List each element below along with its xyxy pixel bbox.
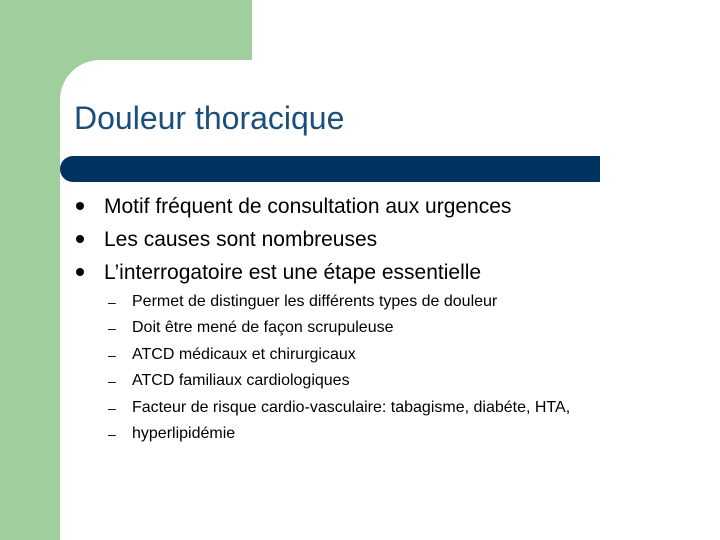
dash-icon: – — [108, 425, 116, 442]
bullet-text: L’interrogatoire est une étape essentielle — [104, 261, 482, 284]
title-underline-bar — [60, 156, 600, 182]
slide-title: Douleur thoracique — [74, 100, 345, 136]
bullet-text: Motif fréquent de consultation aux urgences — [104, 195, 512, 218]
sub-bullet-text: Doit être mené de façon scrupuleuse — [132, 319, 394, 337]
sub-bullet-item — [108, 342, 570, 368]
bullet-dot-icon — [76, 235, 84, 243]
sub-bullet-text: ATCD médicaux et chirurgicaux — [132, 345, 356, 363]
sub-bullet-item — [108, 395, 570, 421]
bullet-list — [74, 190, 511, 289]
sub-bullet-list — [108, 289, 570, 447]
sub-bullet-text: Facteur de risque cardio-vasculaire: tabagisme, diabéte, HTA, — [132, 398, 571, 416]
dash-icon: – — [108, 320, 116, 337]
dash-icon: – — [108, 294, 116, 310]
sub-bullet-item — [108, 289, 570, 315]
sub-bullet-text: hyperlipidémie — [132, 424, 236, 442]
sub-bullet-text: ATCD familiaux cardiologiques — [132, 372, 350, 390]
bullet-item — [74, 256, 511, 289]
bullet-dot-icon — [76, 268, 84, 276]
sub-bullet-item — [108, 421, 570, 447]
sub-bullet-item — [108, 368, 570, 394]
dash-icon: – — [108, 346, 116, 363]
bullet-text: Les causes sont nombreuses — [104, 228, 378, 251]
bullet-dot-icon — [76, 202, 84, 210]
sub-bullet-text: Permet de distinguer les différents types de douleur — [132, 293, 498, 310]
sub-bullet-item — [108, 315, 570, 341]
dash-icon: – — [108, 373, 116, 390]
dash-icon: – — [108, 399, 116, 416]
bullet-item — [74, 223, 511, 256]
bullet-item — [74, 190, 511, 223]
green-accent-left — [0, 0, 60, 540]
